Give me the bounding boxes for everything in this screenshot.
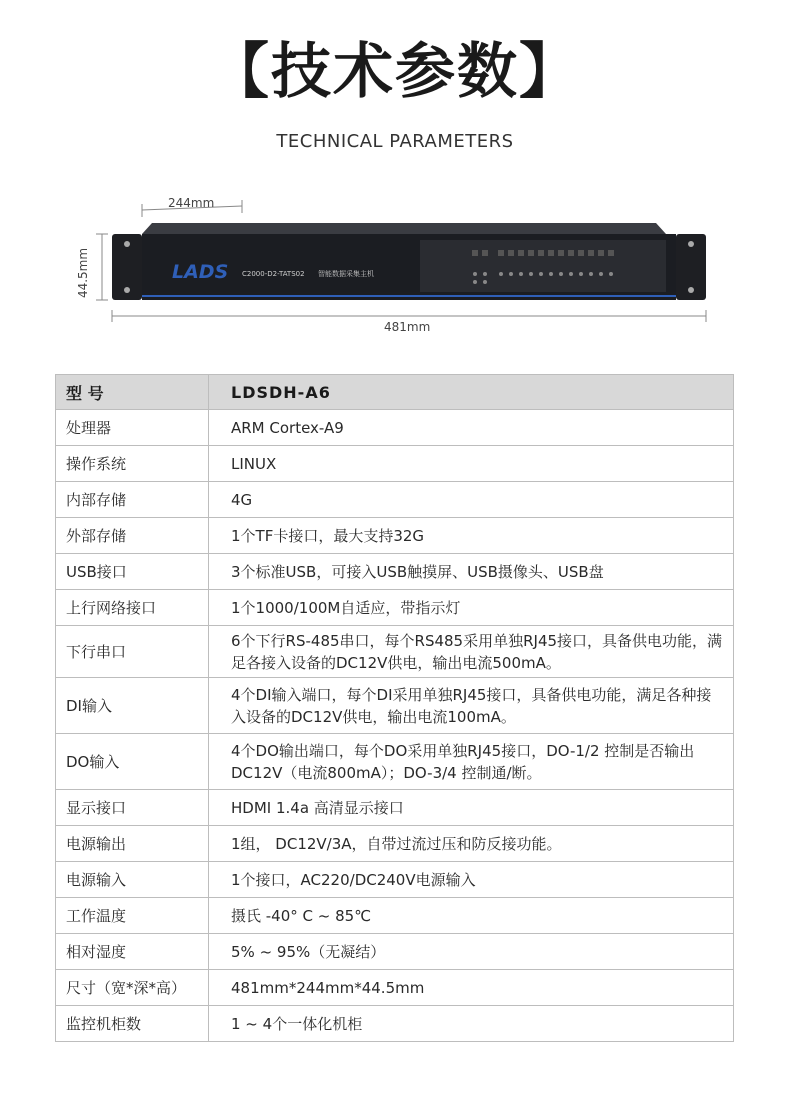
header-label: 型 号 bbox=[56, 375, 209, 410]
header-value: LDSDH-A6 bbox=[209, 375, 734, 410]
row-value: 1个TF卡接口，最大支持32G bbox=[209, 518, 734, 554]
row-value: HDMI 1.4a 高清显示接口 bbox=[209, 790, 734, 826]
row-value: 4个DO输出端口，每个DO采用单独RJ45接口，DO-1/2 控制是否输出DC12V（电流800mA）；DO-3/4 控制通/断。 bbox=[209, 734, 734, 790]
row-value: 1个接口，AC220/DC240V电源输入 bbox=[209, 862, 734, 898]
row-label: 监控机柜数 bbox=[56, 1006, 209, 1042]
row-label: USB接口 bbox=[56, 554, 209, 590]
spec-table bbox=[55, 374, 734, 1042]
table-row bbox=[56, 898, 734, 934]
table-row bbox=[56, 554, 734, 590]
row-value: 1组， DC12V/3A，自带过流过压和防反接功能。 bbox=[209, 826, 734, 862]
table-row bbox=[56, 518, 734, 554]
table-row bbox=[56, 970, 734, 1006]
row-label: 上行网络接口 bbox=[56, 590, 209, 626]
table-row bbox=[56, 934, 734, 970]
row-label: 外部存储 bbox=[56, 518, 209, 554]
model-text: C2000-D2-TATS02 bbox=[242, 270, 305, 278]
row-label: 工作温度 bbox=[56, 898, 209, 934]
row-value: 3个标准USB，可接入USB触摸屏、USB摄像头、USB盘 bbox=[209, 554, 734, 590]
row-value: 481mm*244mm*44.5mm bbox=[209, 970, 734, 1006]
height-label: 44.5mm bbox=[76, 247, 91, 299]
row-label: DO输入 bbox=[56, 734, 209, 790]
row-label: 电源输出 bbox=[56, 826, 209, 862]
row-value: 摄氏 -40° C ~ 85℃ bbox=[209, 898, 734, 934]
row-value: 1 ~ 4个一体化机柜 bbox=[209, 1006, 734, 1042]
device-name-text: 智能数据采集主机 bbox=[318, 270, 374, 278]
page-title: 【技术参数】 bbox=[209, 37, 581, 107]
row-value: 1个1000/100M自适应，带指示灯 bbox=[209, 590, 734, 626]
row-label: 内部存储 bbox=[56, 482, 209, 518]
table-row bbox=[56, 790, 734, 826]
table-row bbox=[56, 446, 734, 482]
row-value: LINUX bbox=[209, 446, 734, 482]
device-illustration bbox=[70, 190, 730, 350]
table-header-row bbox=[56, 375, 734, 410]
table-row bbox=[56, 734, 734, 790]
table-row bbox=[56, 826, 734, 862]
row-value: 5% ~ 95%（无凝结） bbox=[209, 934, 734, 970]
table-row bbox=[56, 482, 734, 518]
depth-label: 244mm bbox=[168, 196, 215, 210]
row-label: 相对湿度 bbox=[56, 934, 209, 970]
row-value: 4个DI输入端口，每个DI采用单独RJ45接口，具备供电功能，满足各种接入设备的DC12V供电，输出电流100mA。 bbox=[209, 678, 734, 734]
table-row bbox=[56, 410, 734, 446]
table-row bbox=[56, 862, 734, 898]
table-row bbox=[56, 590, 734, 626]
table-row bbox=[56, 678, 734, 734]
brand-logo: LADS bbox=[172, 261, 229, 283]
row-value: 4G bbox=[209, 482, 734, 518]
row-label: 处理器 bbox=[56, 410, 209, 446]
chassis-top bbox=[142, 223, 666, 234]
row-value: 6个下行RS-485串口，每个RS485采用单独RJ45接口，具备供电功能，满足各接入设备的DC12V供电，输出电流500mA。 bbox=[209, 626, 734, 678]
port-block bbox=[420, 240, 666, 292]
row-label: 尺寸（宽*深*高） bbox=[56, 970, 209, 1006]
table-row bbox=[56, 1006, 734, 1042]
row-label: DI输入 bbox=[56, 678, 209, 734]
width-label: 481mm bbox=[384, 320, 431, 334]
page-subtitle: TECHNICAL PARAMETERS bbox=[276, 131, 514, 152]
table-row bbox=[56, 626, 734, 678]
row-label: 操作系统 bbox=[56, 446, 209, 482]
row-label: 电源输入 bbox=[56, 862, 209, 898]
row-label: 下行串口 bbox=[56, 626, 209, 678]
row-value: ARM Cortex-A9 bbox=[209, 410, 734, 446]
row-label: 显示接口 bbox=[56, 790, 209, 826]
